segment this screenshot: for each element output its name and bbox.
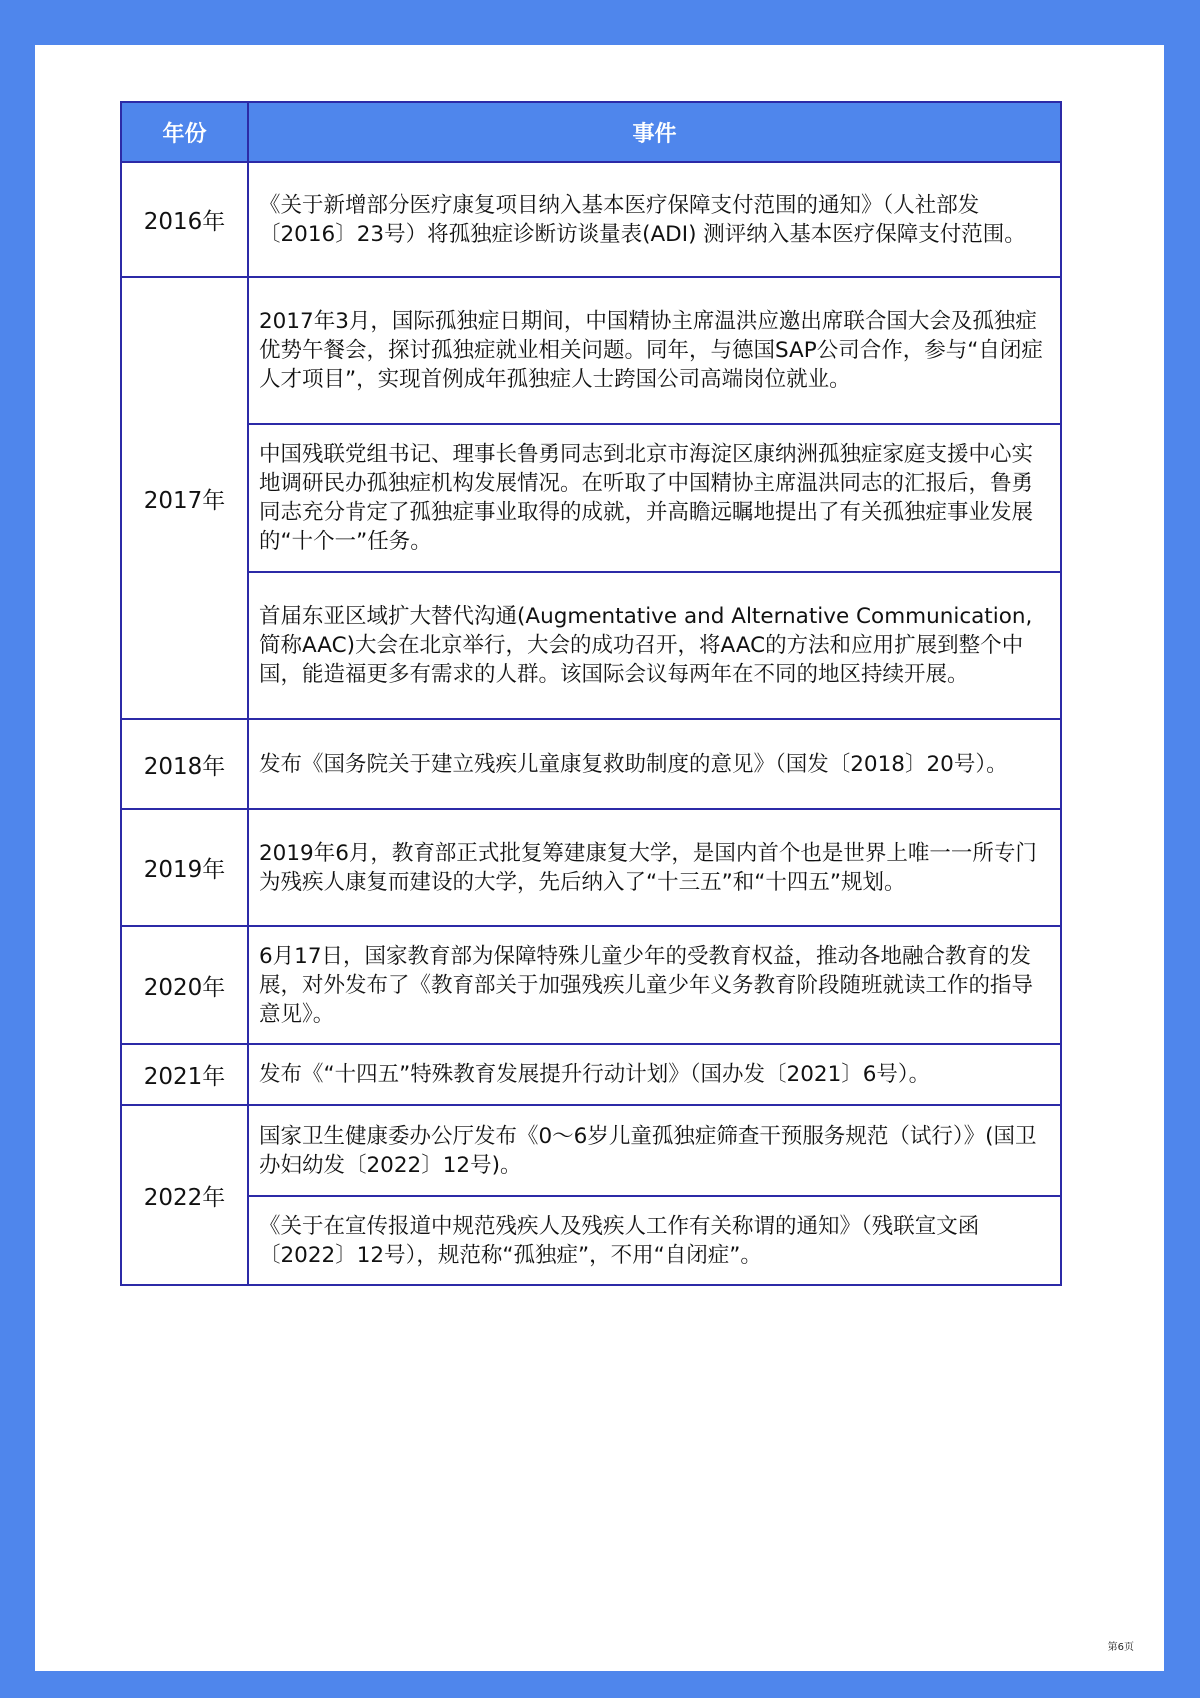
event-cell: 发布《“十四五”特殊教育发展提升行动计划》（国办发〔2021〕6号）。 — [248, 1044, 1061, 1105]
document-page — [35, 45, 1164, 1671]
table-row — [121, 572, 1061, 719]
year-cell: 2016年 — [121, 162, 248, 277]
table-row — [121, 277, 1061, 424]
header-event: 事件 — [248, 102, 1061, 162]
event-cell: 首届东亚区域扩大替代沟通(Augmentative and Alternative Communication, 简称AAC)大会在北京举行，大会的成功召开，将AAC的方法和应用扩展到整个中国，能造福更多有需求的人群。该国际会议每两年在不同的地区持续开展。 — [248, 572, 1061, 719]
year-cell: 2018年 — [121, 719, 248, 809]
event-cell: 2017年3月，国际孤独症日期间，中国精协主席温洪应邀出席联合国大会及孤独症优势午餐会，探讨孤独症就业相关问题。同年，与德国SAP公司合作，参与“自闭症人才项目”，实现首例成年孤独症人士跨国公司高端岗位就业。 — [248, 277, 1061, 424]
table-row — [121, 719, 1061, 809]
table-header-row — [121, 102, 1061, 162]
header-year: 年份 — [121, 102, 248, 162]
event-cell: 6月17日，国家教育部为保障特殊儿童少年的受教育权益，推动各地融合教育的发展，对外发布了《教育部关于加强残疾儿童少年义务教育阶段随班就读工作的指导意见》。 — [248, 926, 1061, 1044]
year-cell: 2020年 — [121, 926, 248, 1044]
event-cell: 国家卫生健康委办公厅发布《0～6岁儿童孤独症筛查干预服务规范（试行）》(国卫办妇幼发〔2022〕12号)。 — [248, 1105, 1061, 1196]
table-row — [121, 809, 1061, 926]
year-cell: 2022年 — [121, 1105, 248, 1285]
event-cell: 《关于在宣传报道中规范残疾人及残疾人工作有关称谓的通知》（残联宣文函〔2022〕12号），规范称“孤独症”，不用“自闭症”。 — [248, 1196, 1061, 1285]
year-cell: 2017年 — [121, 277, 248, 719]
table-row — [121, 1105, 1061, 1196]
table-row — [121, 162, 1061, 277]
table-row — [121, 424, 1061, 572]
year-cell: 2019年 — [121, 809, 248, 926]
table-row — [121, 926, 1061, 1044]
event-cell: 《关于新增部分医疗康复项目纳入基本医疗保障支付范围的通知》（人社部发〔2016〕23号）将孤独症诊断访谈量表(ADI) 测评纳入基本医疗保障支付范围。 — [248, 162, 1061, 277]
policy-timeline-table — [120, 101, 1062, 1286]
table-row — [121, 1196, 1061, 1285]
event-cell: 中国残联党组书记、理事长鲁勇同志到北京市海淀区康纳洲孤独症家庭支援中心实地调研民办孤独症机构发展情况。在听取了中国精协主席温洪同志的汇报后，鲁勇同志充分肯定了孤独症事业取得的成就，并高瞻远瞩地提出了有关孤独症事业发展的“十个一”任务。 — [248, 424, 1061, 572]
page-number: 第6页 — [1107, 1642, 1134, 1653]
year-cell: 2021年 — [121, 1044, 248, 1105]
event-cell: 2019年6月，教育部正式批复筹建康复大学，是国内首个也是世界上唯一一所专门为残疾人康复而建设的大学，先后纳入了“十三五”和“十四五”规划。 — [248, 809, 1061, 926]
event-cell: 发布《国务院关于建立残疾儿童康复救助制度的意见》（国发〔2018〕20号）。 — [248, 719, 1061, 809]
table-row — [121, 1044, 1061, 1105]
